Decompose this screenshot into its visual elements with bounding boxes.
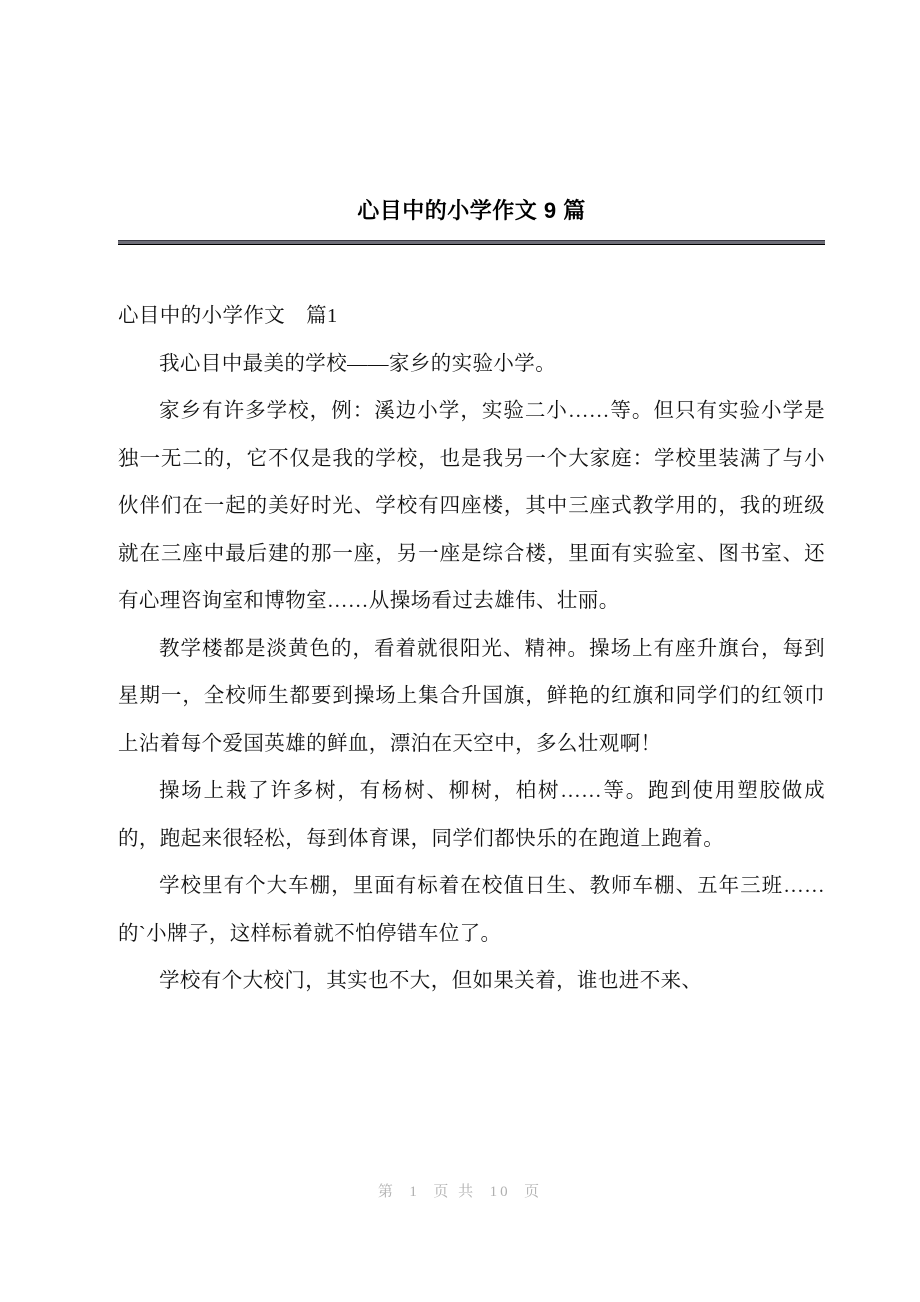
page-footer [0, 1180, 920, 1201]
page-title: 心目中的小学作文 9 篇 [357, 198, 586, 223]
paragraph-6: 学校有个大校门，其实也不大，但如果关着，谁也进不来、 [159, 970, 703, 992]
paragraph-2: 家乡有许多学校，例：溪边小学，实验二小……等。但只有实验小学是独一无二的，它不仅是我的学校，也是我另一个大家庭：学校里装满了与小伙伴们在一起的美好时光、学校有四座楼，其中三座式教学用的，我的班级就在三座中最后建的那一座，另一座是综合楼，里面有实验室、图书室、还有心理咨询室和博物室……从操场看过去雄伟、壮丽。 [118, 400, 825, 612]
paragraph-3: 教学楼都是淡黄色的，看着就很阳光、精神。操场上有座升旗台，每到星期一，全校师生都要到操场上集合升国旗，鲜艳的红旗和同学们的红领巾上沾着每个爱国英雄的鲜血，漂泊在天空中，多么壮观啊！ [118, 637, 825, 755]
section-heading: 心目中的小学作文 篇1 [118, 305, 338, 327]
footer-page-indicator: 第 1 页 共 10 页 [377, 1184, 543, 1200]
paragraph-4: 操场上栽了许多树，有杨树、柳树，柏树……等。跑到使用塑胶做成的，跑起来很轻松，每到体育课，同学们都快乐的在跑道上跑着。 [118, 780, 825, 850]
document-body [118, 0, 825, 1006]
paragraph-1: 我心目中最美的学校——家乡的实验小学。 [159, 352, 557, 375]
paragraph-5: 学校里有个大车棚，里面有标着在校值日生、教师车棚、五年三班……的`小牌子，这样标着就不怕停错车位了。 [118, 875, 825, 945]
